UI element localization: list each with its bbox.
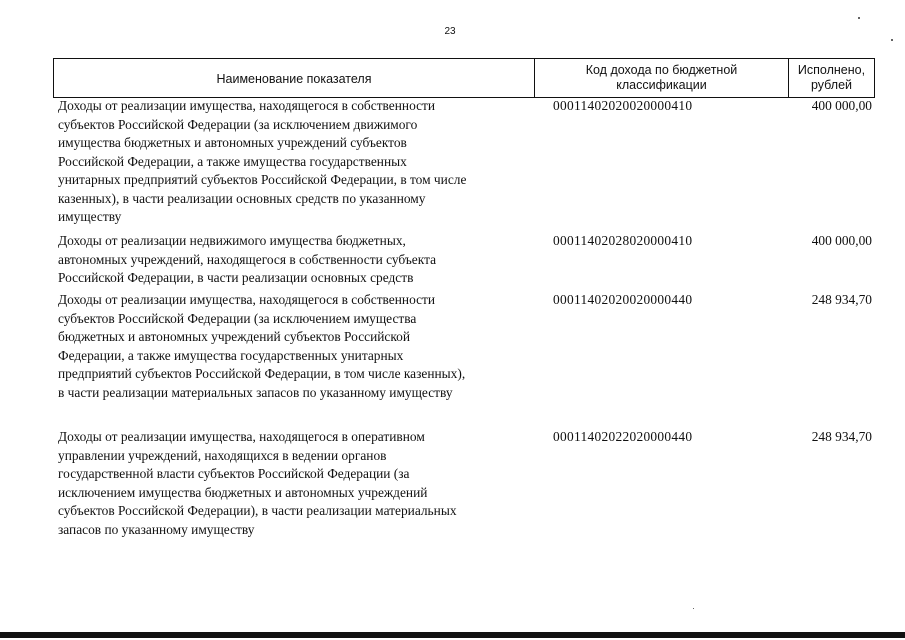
scan-speck [693,608,694,609]
row-name: Доходы от реализации имущества, находящегося в собственности субъектов Российской Федерации (за исключением имущества бюджетных и автономных учреждений субъектов Российской Федерации, а также имущества государственных унитарных предприятий субъектов Российской Федерации, в том числе казенных), в части реализации материальных запасов по указанному имуществу [58,292,466,400]
row-amount: 400 000,00 [811,233,872,248]
header-amount: Исполнено, рублей [788,59,874,97]
row-code: 00011402022020000440 [553,429,693,444]
page-number: 23 [444,26,456,37]
row-amount: 248 934,70 [811,429,872,444]
row-name: Доходы от реализации недвижимого имущества бюджетных, автономных учреждений, находящегося в собственности субъекта Российской Федерации, в части реализации основных средств [58,233,437,285]
row-name: Доходы от реализации имущества, находящегося в оперативном управлении учреждений, находящихся в ведении органов государственной власти субъектов Российской Федерации (за исключением имущества бюджетных и автономных учреждений субъектов Российской Федерации), в части реализации материальных запасов по указанному имуществу [58,429,457,537]
header-code: Код дохода по бюджетной классификации [534,59,788,97]
row-amount: 400 000,00 [811,98,872,113]
row-code: 00011402020020000410 [553,98,693,113]
row-amount: 248 934,70 [811,292,872,307]
row-code: 00011402020020000440 [553,292,693,307]
row-name: Доходы от реализации имущества, находящегося в собственности субъектов Российской Федерации (за исключением движимого имущества бюджетных и автономных учреждений субъектов Российской Федерации, а также имущества государственных унитарных предприятий субъектов Российской Федерации, в том числе казенных), в части реализации основных средств по указанному имуществу [58,98,467,224]
scan-speck [858,17,860,19]
header-name: Наименование показателя [216,71,372,86]
scan-bottom-edge [0,632,905,638]
table-header [53,58,875,98]
scan-speck [891,39,893,41]
row-code: 00011402028020000410 [553,233,693,248]
